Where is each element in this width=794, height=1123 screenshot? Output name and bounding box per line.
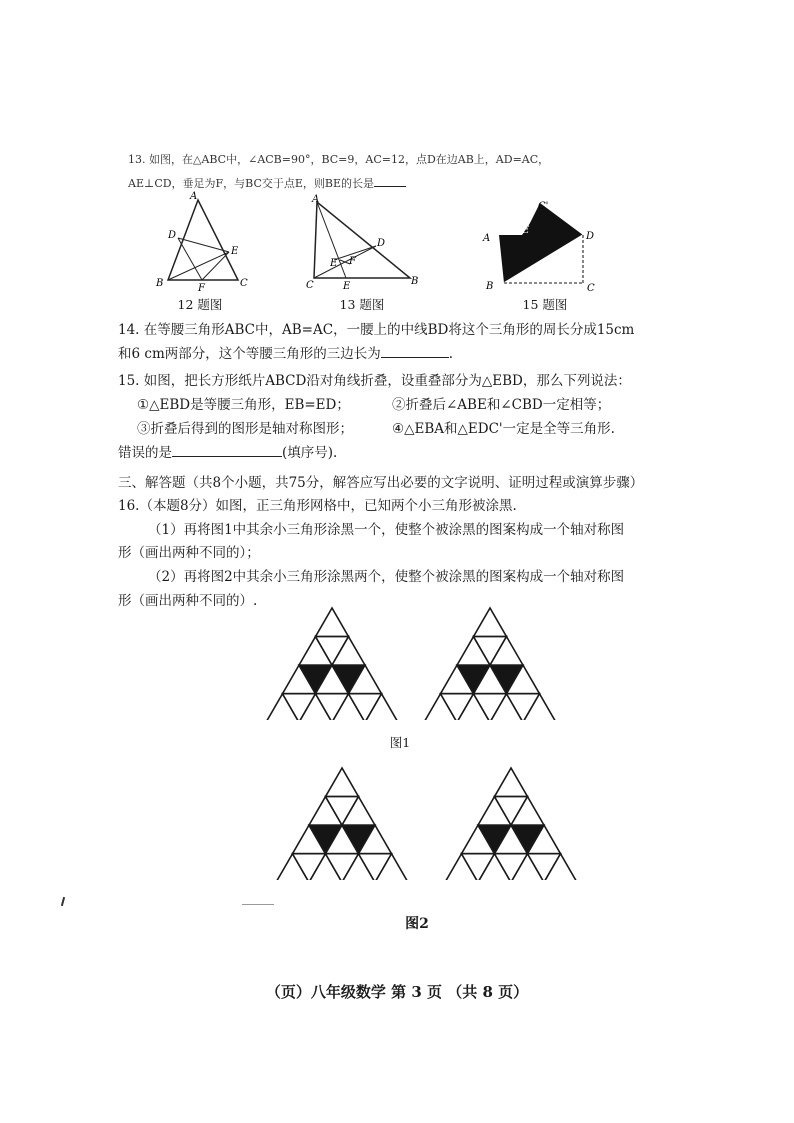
q13-answer-blank[interactable] bbox=[374, 174, 406, 187]
grid-cell[interactable] bbox=[474, 608, 507, 637]
fig13-triangle bbox=[314, 202, 410, 278]
figure-12 bbox=[150, 190, 250, 295]
grid-cell[interactable] bbox=[495, 768, 528, 797]
q15-option-3: ③折叠后得到的图形是轴对称图形； bbox=[137, 421, 353, 437]
grid-cell[interactable] bbox=[326, 768, 359, 797]
fig12-line-fe bbox=[202, 252, 229, 280]
q14-line1: 14. 在等腰三角形ABC中，AB=AC，一腰上的中线BD将这个三角形的周长分成15cm bbox=[118, 322, 635, 338]
q14-answer-blank[interactable] bbox=[381, 345, 449, 358]
fig13-label-e2: E bbox=[343, 281, 351, 292]
fig15-label-a: A bbox=[483, 233, 491, 244]
grid-cell[interactable] bbox=[316, 608, 349, 637]
q14-line2 bbox=[118, 342, 453, 362]
q15-intro: 15. 如图，把长方形纸片ABCD沿对角线折叠，设重叠部分为△EBD，那么下列说法： bbox=[118, 373, 631, 389]
q15-option-1: ①△EBD是等腰三角形，EB=ED； bbox=[137, 397, 350, 413]
q15-answer-blank[interactable] bbox=[172, 444, 282, 457]
fig13-label-f: F bbox=[349, 256, 356, 267]
fig13-label-b: B bbox=[411, 276, 419, 287]
fig12-triangle bbox=[168, 200, 238, 280]
grid-fig2-right[interactable] bbox=[441, 766, 581, 880]
fig15-label-e: E bbox=[522, 225, 530, 236]
q13-line2 bbox=[128, 174, 406, 191]
q15-answer-hint: (填序号). bbox=[282, 445, 338, 461]
q15-answer-label: 错误的是 bbox=[118, 445, 172, 461]
fig1-caption: 图1 bbox=[389, 735, 411, 750]
scan-mark-line bbox=[242, 904, 274, 905]
fig12-line-de bbox=[178, 238, 229, 252]
fig13-label-c: C bbox=[306, 280, 314, 291]
fig13-caption: 13 题图 bbox=[339, 297, 385, 312]
page-footer: （页）八年级数学 第 3 页 （共 8 页） bbox=[265, 983, 529, 1001]
q15-option-4: ④△EBA和△EDC'一定是全等三角形. bbox=[392, 421, 615, 437]
q14-line2-text: 和6 cm两部分，这个等腰三角形的三边长为 bbox=[118, 346, 381, 362]
fig2-caption: 图2 bbox=[405, 916, 429, 932]
q13-line1: 13. 如图，在△ABC中，∠ACB=90°，BC=9，AC=12，点D在边AB上，AD=AC， bbox=[128, 153, 550, 166]
q15-answer-line bbox=[118, 441, 337, 461]
fig15-label-c-prime: C' bbox=[538, 201, 549, 212]
figure-13 bbox=[300, 190, 425, 295]
scan-mark-tick bbox=[61, 897, 65, 906]
q16-intro: 16.（本题8分）如图，正三角形网格中，已知两个小三角形被涂黑. bbox=[118, 498, 517, 514]
fig12-caption: 12 题图 bbox=[177, 297, 223, 312]
grid-fig1-left[interactable] bbox=[262, 606, 402, 720]
fig12-label-c: C bbox=[240, 278, 248, 289]
fig15-label-c: C bbox=[587, 283, 595, 294]
fig12-label-b: B bbox=[156, 278, 164, 289]
figure-15 bbox=[480, 195, 605, 297]
fig12-label-e: E bbox=[231, 246, 239, 257]
fig13-label-e1: E bbox=[330, 258, 338, 269]
grid-fig1-right[interactable] bbox=[420, 606, 560, 720]
q14-line2-end: . bbox=[448, 346, 454, 362]
section3-heading: 三、解答题（共8个小题，共75分，解答应写出必要的文字说明、证明过程或演算步骤） bbox=[118, 475, 644, 491]
q16-part2-line1: （2）再将图2中其余小三角形涂黑两个，使整个被涂黑的图案构成一个轴对称图 bbox=[148, 569, 625, 585]
q13-line2-text: AE⊥CD，垂足为F，与BC交于点E，则BE的长是 bbox=[128, 177, 375, 190]
q16-part1-line2: 形（画出两种不同的）； bbox=[118, 545, 260, 561]
fig12-label-f: F bbox=[198, 283, 205, 294]
fig13-label-a: A bbox=[312, 194, 320, 205]
q16-part1-line1: （1）再将图1中其余小三角形涂黑一个，使整个被涂黑的图案构成一个轴对称图 bbox=[148, 522, 625, 538]
fig12-label-a: A bbox=[190, 191, 198, 202]
grid-fig2-left[interactable] bbox=[272, 766, 412, 880]
q15-option-2: ②折叠后∠ABE和∠CBD一定相等； bbox=[392, 397, 611, 413]
fig15-label-d: D bbox=[586, 231, 595, 242]
q16-part2-line2: 形（画出两种不同的）. bbox=[118, 593, 258, 609]
fig15-caption: 15 题图 bbox=[522, 297, 568, 312]
fig12-label-d: D bbox=[168, 230, 177, 241]
fig15-label-b: B bbox=[486, 281, 494, 292]
fig13-label-d: D bbox=[377, 238, 386, 249]
